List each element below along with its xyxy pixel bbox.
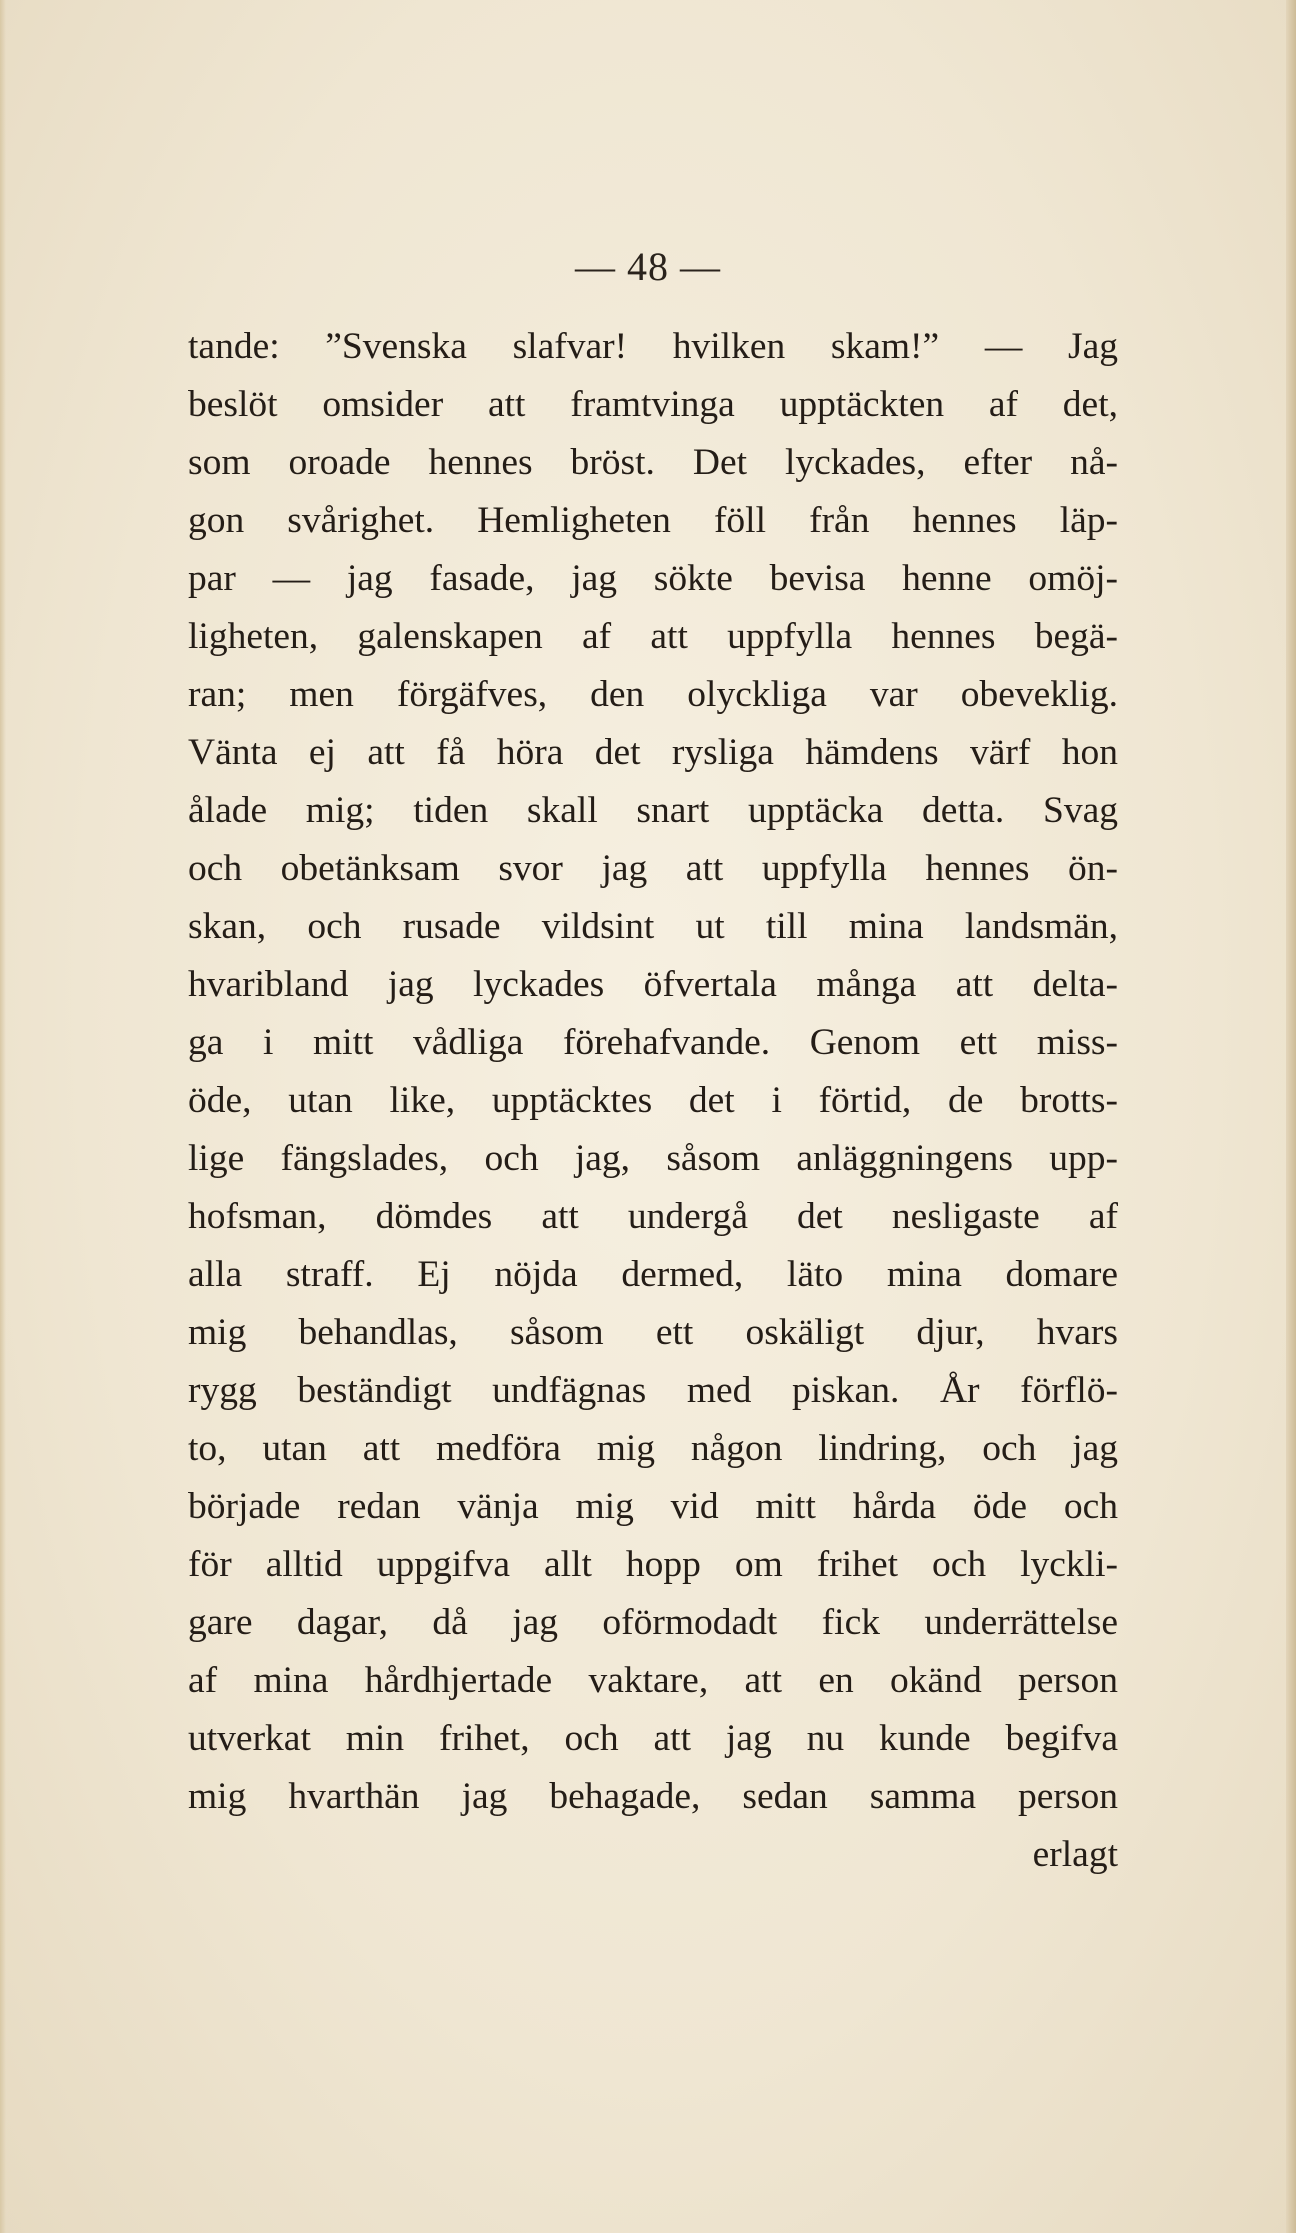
text-line: beslöt omsider att framtvinga upptäckten af det, [188, 384, 1118, 425]
text-line: mig hvarthän jag behagade, sedan samma person [188, 1776, 1118, 1817]
text-line: ran; men förgäfves, den olyckliga var obeveklig. [188, 674, 1118, 715]
text-line: lige fängslades, och jag, såsom anläggningens upp- [188, 1138, 1118, 1179]
body-text [188, 318, 1118, 1884]
text-line: rygg beständigt undfägnas med piskan. År förflö- [188, 1370, 1118, 1411]
page-number: — 48 — [575, 244, 721, 289]
text-line: öde, utan like, upptäcktes det i förtid, de brotts- [188, 1080, 1118, 1121]
catchword: erlagt [1032, 1834, 1118, 1875]
text-line: af mina hårdhjertade vaktare, att en okänd person [188, 1660, 1118, 1701]
text-line: par — jag fasade, jag sökte bevisa henne omöj- [188, 558, 1118, 599]
text-line: utverkat min frihet, och att jag nu kunde begifva [188, 1718, 1118, 1759]
text-line: alla straff. Ej nöjda dermed, läto mina domare [188, 1254, 1118, 1295]
text-line: ga i mitt vådliga förehafvande. Genom ett miss- [188, 1022, 1118, 1063]
text-line: för alltid uppgifva allt hopp om frihet och lyckli- [188, 1544, 1118, 1585]
text-line: ålade mig; tiden skall snart upptäcka detta. Svag [188, 790, 1118, 831]
text-line: började redan vänja mig vid mitt hårda öde och [188, 1486, 1118, 1527]
text-line: som oroade hennes bröst. Det lyckades, efter nå- [188, 442, 1118, 483]
text-line: och obetänksam svor jag att uppfylla hennes ön- [188, 848, 1118, 889]
text-line: gon svårighet. Hemligheten föll från hennes läp- [188, 500, 1118, 541]
text-line: gare dagar, då jag oförmodadt fick underrättelse [188, 1602, 1118, 1643]
text-line: ligheten, galenskapen af att uppfylla hennes begä- [188, 616, 1118, 657]
text-line: tande: ”Svenska slafvar! hvilken skam!” — Jag [188, 326, 1118, 367]
text-line: mig behandlas, såsom ett oskäligt djur, hvars [188, 1312, 1118, 1353]
text-line: Vänta ej att få höra det rysliga hämdens värf hon [188, 732, 1118, 773]
text-line: hofsman, dömdes att undergå det nesligaste af [188, 1196, 1118, 1237]
page-right-edge [1286, 0, 1296, 2233]
page-left-edge [0, 0, 6, 2233]
text-line: to, utan att medföra mig någon lindring, och jag [188, 1428, 1118, 1469]
text-line: hvaribland jag lyckades öfvertala många att delta- [188, 964, 1118, 1005]
text-line: skan, och rusade vildsint ut till mina landsmän, [188, 906, 1118, 947]
